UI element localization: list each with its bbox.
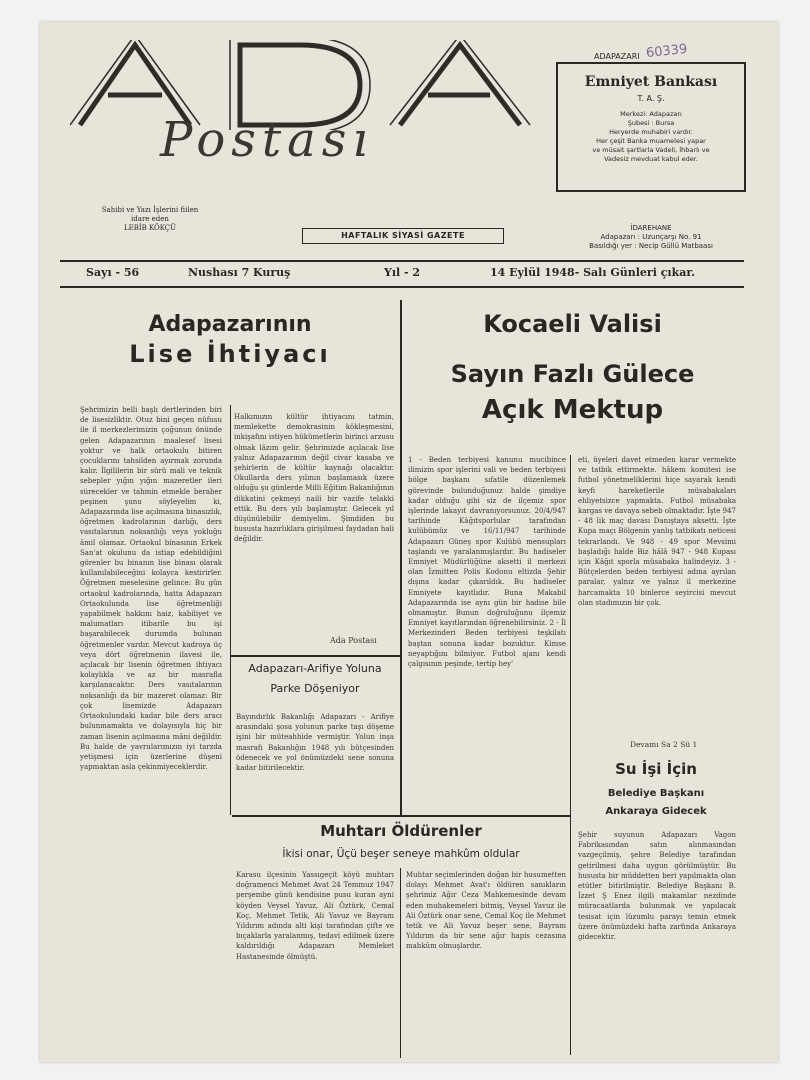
owner-line: idare eden xyxy=(131,215,169,223)
section-rule xyxy=(232,815,570,817)
article-5-subtitle: İkisi onar, Üçü beşer seneye mahkûm oldular xyxy=(282,848,520,860)
article-1-title: Adapazarının xyxy=(148,312,312,337)
article-2-body: Bayındırlık Bakanlığı Adapazarı - Arifiye arasındaki şosa yolunun parke taşı döşeme işini bir müteahhide vermiştir. Yolun inşa masrafı Bakanlığın 1948 yılı bütçesinden ödenecek ve yol önümüzdeki sene sonuna kadar bitirilecektir. xyxy=(236,713,394,773)
owner-name: LEBİB KÖKÇÜ xyxy=(123,224,177,232)
article-5-col2: Muhtar seçimlerinden doğan bir husumetten dolayı Mehmet Avat'ı öldüren sanıkların şehrimiz Ağır Ceza Mahkemesinde devam eden muhakemeleri bitmiş, Veysel Yavuz ile Ali Öztürk onar sene, Cemal Koç ile Mehmet tetik ve Ali Yavuz beşer sene, Bayram Yıldırım da bir sene ağır hapis cezasına mahkûm olmuşlardır. xyxy=(406,871,566,951)
bank-line: Merkezi: Adapazarı xyxy=(620,110,682,118)
article-3-title-line2: Sayın Fazlı Gülece xyxy=(450,360,695,388)
handwritten-number: 60339 xyxy=(645,41,689,62)
article-1-signature: Ada Postası xyxy=(330,636,377,645)
article-5-title: Muhtarı Öldürenler xyxy=(320,822,482,840)
bank-line: Şubesi : Bursa xyxy=(627,119,675,127)
issue-info xyxy=(62,266,742,282)
idare-line: Adapazarı : Uzunçarşı No. 91 xyxy=(600,233,702,241)
idarehane-info xyxy=(556,224,746,251)
issue-year: Yıl - 2 xyxy=(384,266,421,279)
column-divider xyxy=(230,405,231,815)
column-divider xyxy=(400,868,401,1058)
article-3-continued: Devamı Sa 2 Sü 1 xyxy=(630,740,698,749)
owner-line: Sahibi ve Yazı İşlerini fiilen xyxy=(101,206,199,214)
bank-details xyxy=(560,110,742,164)
column-divider xyxy=(570,455,571,1055)
issue-price: Nushası 7 Kuruş xyxy=(188,266,291,279)
issue-number: Sayı - 56 xyxy=(86,266,140,279)
article-3-col2: eti, üyeleri davet etmeden karar vermekte ve tatbik ettirmekte. hâkem komitesi ise futbol yönetmeliklerini hiçe sayarak kendi keyfi hareketlerile müsabakaları ehliyetsizce yapmakta. Futbol müsabaka kargas ve davaya sebeb olmaktadır. İşte 947 - 48 lik maç davası Danıştaya aksetti. İşte Kupa maçı Bölgenin yanlış tatbikatı neticesi tekrarlandı. Ve 948 - 49 spor Mevsimi başladığı halde Biz hâlâ 947 - 948 Kupası için Kâğıt sporla müsabaka halindeyiz. 3 - Bütçelerden beden terbiyesi adına ayrılan paralar, yalnız ve yalnız il merkezine harcamakta 10 binlerce seyircisi mevcut olan stadımızın bir çok. xyxy=(578,456,736,607)
article-3-title: Kocaeli Valisi xyxy=(483,310,662,338)
article-4-body: Şehir suyunun Adapazarı Vagon Fabrikasından satın alınmasından vazgeçilmiş, şehre Belediye tarafından getirilmesi daha uygun görülmüştür. Bu hususta bir müddetten beri yapılmakta olan etütler bitirilmiştir. Belediye Başkanı B. İzzet Ş Enez ilgili makamlar nezdinde müracaatlarda bulunmak ve yapılacak tesisat için lüzumlu parayı temin etmek üzere önümüzdeki hafta zarfında Ankaraya gidecektir. xyxy=(578,831,736,942)
article-2-title: Adapazarı-Arifiye Yoluna xyxy=(248,662,382,675)
idare-line: Basıldığı yer : Necip Güllü Matbaası xyxy=(589,242,713,250)
masthead-subtitle: Postası xyxy=(160,112,374,168)
section-rule xyxy=(230,655,400,657)
column-divider xyxy=(400,300,402,815)
article-3-col1: 1 - Beden terbiyesi kanunu mucibince ilimizin spor işlerini vali ve beden terbiyesi bölge başkanı sıfatile düzenlemek görevinde bulunduğunuz halde şimdiye kadar olduğu gibi siz de ilçemiz spor işlerinde lakayıt davranıyorsunuz. 20/4/947 tarihinde Kâğıtsporlular tarafından kulübümüz ve 16/11/947 tarihinde Adapazarı Güneş spor Kulübü mensupları taşlandı ve yaralanmışlardır. Bu hadiseler Emniyet Müdürlüğüne aksetti il merkezi olan İzmitten Polis Kodonu eltizda Şehir dışına kadar çıkarıldık. Bu hadiseler Emniyete kayıtlıdır. Buna Makabil Adapazarında ise aynı gün bir hadise bile olmamıştır. Bunun doğruluğunu ilçemiz Emniyet kayıtlarından öğrenebilirsiniz. 2 - İl Merkezinderi Beden terbiyesi teşkilatı baştan sonuna kadar bozuktur. Kimse neyaptığını bilmiyor. Futbol ajanı kendi çalgısının peşinde, tertip hey' xyxy=(408,456,566,669)
bank-line: Vadesiz mevduat kabul eder. xyxy=(604,155,698,163)
idare-line: İDAREHANE xyxy=(630,224,672,232)
article-2-title-line2: Parke Döşeniyor xyxy=(270,682,360,695)
article-4-title-line3: Ankaraya Gidecek xyxy=(605,806,707,817)
article-3-title-line3: Açık Mektup xyxy=(481,395,664,425)
owner-info xyxy=(85,206,215,233)
bank-type: T. A. Ş. xyxy=(637,94,665,103)
top-rule xyxy=(60,260,744,262)
bank-line: Heryerde muhabiri vardır. xyxy=(609,128,693,136)
bank-line: ve müsait şartlarla Vadeli, İhbarlı ve xyxy=(592,146,710,154)
bank-name: Emniyet Bankası xyxy=(584,74,718,90)
article-1-col2: Halkımızın kültür ihtiyacını tatmin, memlekette demokrasinin kökleşmesini, inkişafını istiyen hükümetlerin birinci arzusu olmak lâzım gelir. Şehrimizde açılacak lise yalnız Adapazarının değil civar kasaba ve şehirlerin de kültür kaynağı olacaktır. Okullarda ders yılının başlamasık üzere olduğu şu günlerde Milli Eğitim Bakanlığının dikkatini çekmeyi naili bir vazife telakki ettik. Bu ders yılı başlamıştır. Gelecek yıl düşünülebilir demiyelim. Şimdiden bu hususta hazırlıklara girişilmesi faydadan hali değildir. xyxy=(234,413,394,544)
article-1-col1: Şehrimizin belli başlı dertlerinden biri de lisesizliktir. Otuz bini geçen nüfusu ile il merkezlerimizin çoğunun önünde gelen Adapazarının maalesef lisesi yoktur ve halk ortaokulu bitiren çocuklarını tahsilden ayırmak zorunda kalır. İlgililerin bir sürü mali ve teknik sebepler yığın yığın mazeretler ileri sürecekler ve tahmin etmekle beraber peşinen şunu söyleyelim ki, Adapazarında lise açılmasına binasızlık, öğretmen kadrolarının darlığı, ders vasıtalarının noksanlığı veya yokluğu âmil olamaz. Ortaokul binasının Erkek San'at okulunu da istiap edebildiğini görenler bu binanın lise binası olarak kullanılabileceğini kolayca kestirirler. Öğretmen meselesine gelince: Bu gün ortaokul kadrolarında, hatta Adapazarı Ortaokulunda lise öğretmenliği yapabilmek hakkını haiz, kabiliyet ve malumatları itibarile bu işi başarabilecek durumda bulunan öğretmenler vardır. Mevcut kadroya üç veya dört öğretmenin ilavesi ile, açılacak bir lisenin öğretmen ihtiyacı kolaylıkla ve az bir masrafla karşılanacaktır. Ders vasıtalarının noksanlığı da bir mazeret olamaz: Bir çok lisemizde Adapazarı Ortaokulundaki kadar bile ders aracı bulunmamakta ve dolayısıyla hiç bir zaman lisenin açılmasına mâni değildir. Bu halde de yavrularımızın iyi tarzda yetişmesi için üzerlerine düşeni yapmaktan asla çekinmiyeceklerdir. xyxy=(80,406,222,772)
article-5-col1: Karasu ilçesinin Yassıgeçit köyü muhtarı doğramenci Mehmet Avat 24 Temmuz 1947 perşembe günü kendisine pusu kuran ayni köyden Veysel Yavuz, Ali Öztürk, Cemal Koç, Mehmet Tetik, Ali Yavuz ve Bayram Yıldırım adında alti kişi tarafından çifte ve bıçaklarla yaralanmış, tedavi edilmek üzere kaldırıldığı Adapazarı Memleket Hastanesinde ölmüştü. xyxy=(236,871,394,961)
article-4-title: Su İşi İçin xyxy=(615,760,697,778)
info-rule xyxy=(60,286,744,288)
issue-date: 14 Eylül 1948- Salı Günleri çıkar. xyxy=(490,266,695,279)
paper-type-box: HAFTALIK SİYASİ GAZETE xyxy=(302,228,504,244)
bank-line: Her çeşit Banka muamelesi yapar xyxy=(596,137,706,145)
article-4-title-line2: Belediye Başkanı xyxy=(607,788,705,799)
article-1-title-line2: Lise İhtiyacı xyxy=(129,340,331,368)
bank-city: ADAPAZARI xyxy=(590,52,644,61)
